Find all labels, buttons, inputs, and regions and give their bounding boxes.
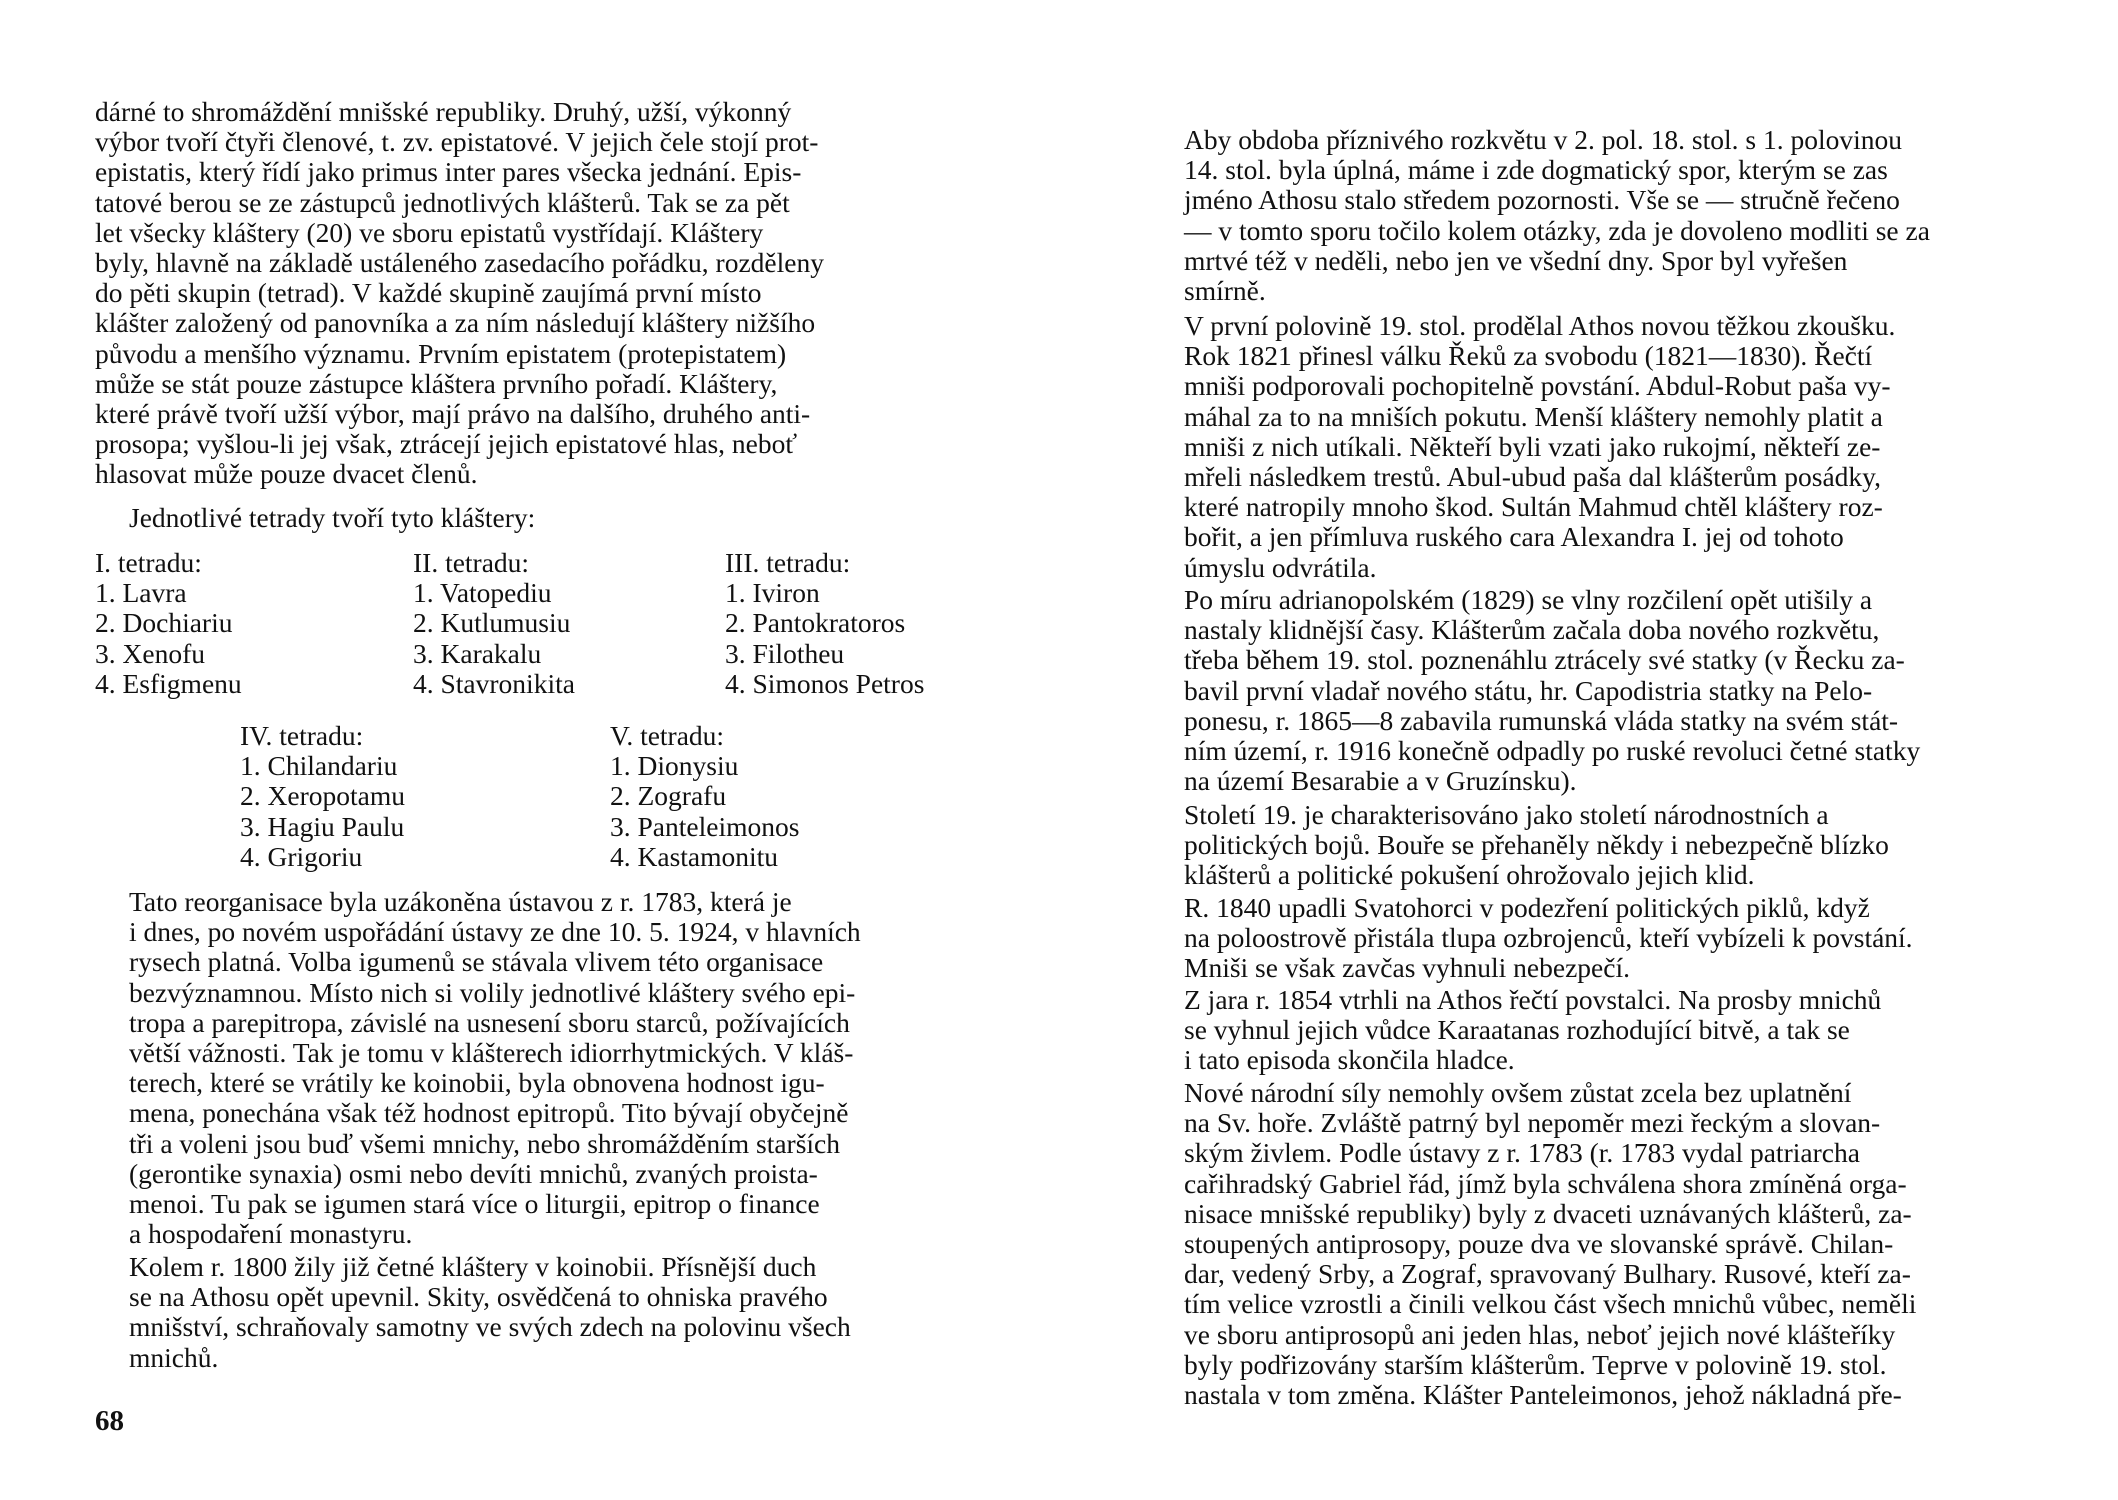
monastery-item: 1. Dionysiu xyxy=(610,750,739,782)
paragraph-1854 xyxy=(1150,985,2030,1076)
text-line: a hospodaření monastyru. xyxy=(129,1218,413,1250)
text-line: mena, ponechána však též hodnost epitropů. Tito bývají obyčejně xyxy=(129,1097,849,1129)
tetrad-5 xyxy=(610,721,799,872)
text-line: mrtvé též v neděli, nebo jen ve všední dny. Spor byl vyřešen xyxy=(1184,244,1848,276)
monastery-item: 2. Kutlumusiu xyxy=(413,607,571,639)
tetrad-heading: I. tetradu: xyxy=(95,547,202,578)
text-line: ským živlem. Podle ústavy z r. 1783 (r. 1783 vydal patriarcha xyxy=(1184,1137,1860,1169)
text-line: se na Athosu opět upevnil. Skity, osvědčená to ohniska pravého xyxy=(129,1281,828,1313)
text-line: hlasovat může pouze dvacet členů. xyxy=(95,458,478,490)
text-line: původu a menšího významu. Prvním epistatem (protepistatem) xyxy=(95,337,787,369)
monastery-item: 2. Zografu xyxy=(610,780,727,812)
text-line: které natropily mnoho škod. Sultán Mahmud chtěl kláštery roz- xyxy=(1184,491,1883,523)
text-line: tatové berou se ze zástupců jednotlivých klášterů. Tak se za pět xyxy=(95,186,790,218)
text-line: klášterů a politické pokušení ohrožovalo jejich klid. xyxy=(1184,859,1755,891)
text-line: výbor tvoří čtyři členové, t. zv. epistatové. V jejich čele stojí prot- xyxy=(95,126,819,158)
text-line: Mniši se však zavčas vyhnuli nebezpečí. xyxy=(1184,952,1630,984)
text-line: které právě tvoří užší výbor, mají právo na dalšího, druhého anti- xyxy=(95,398,811,430)
monastery-item: 1. Chilandariu xyxy=(240,750,398,782)
text-line: (gerontike synaxia) osmi nebo devíti mnichů, zvaných proista- xyxy=(129,1157,818,1189)
text-line: stoupených antiprosopy, pouze dva ve slovanské správě. Chilan- xyxy=(1184,1228,1894,1260)
text-line: mřeli následkem trestů. Abul-ubud paša dal klášterům posádky, xyxy=(1184,461,1882,493)
text-line: na Sv. hoře. Zvláště patrný byl nepoměr mezi řeckým a slovan- xyxy=(1184,1107,1881,1139)
text-line: máhal za to na mniších pokutu. Menší kláštery nemohly platit a xyxy=(1184,400,1883,432)
monastery-item: 2. Xeropotamu xyxy=(240,780,405,812)
text-line: ponesu, r. 1865—8 zabavila rumunská vláda statky na svém stát- xyxy=(1184,704,1899,736)
monastery-item: 1. Iviron xyxy=(725,577,820,609)
text-line: let všecky kláštery (20) ve sboru epistatů vystřídají. Kláštery xyxy=(95,216,764,248)
monastery-item: 1. Lavra xyxy=(95,577,187,609)
monastery-item: 4. Stavronikita xyxy=(413,667,575,699)
paragraph-century xyxy=(1150,800,2030,891)
text-line: nisace mnišské republiky) byly z dvaceti uznávaných klášterů, za- xyxy=(1184,1197,1912,1229)
text-line: dar, vedený Srby, a Zograf, spravovaný Bulhary. Rusové, kteří za- xyxy=(1184,1258,1911,1290)
paragraph-peace xyxy=(1150,585,2030,796)
text-line: jméno Athosu stalo středem pozornosti. Vše se — stručně řečeno xyxy=(1184,184,1900,216)
paragraph-national xyxy=(1150,1078,2030,1410)
monastery-item: 4. Kastamonitu xyxy=(610,840,779,872)
text-line: ve sboru antiprosopů ani jeden hlas, neboť jejich nové klášteříky xyxy=(1184,1318,1896,1350)
monastery-item: 2. Pantokratoros xyxy=(725,607,906,639)
text-line: R. 1840 upadli Svatohorci v podezření politických piklů, když xyxy=(1184,892,1870,923)
text-line: nastaly klidnější časy. Klášterům začala doba nového rozkvětu, xyxy=(1184,614,1880,646)
tetrad-2 xyxy=(413,548,575,699)
text-line: mniši podporovali pochopitelně povstání. Abdul-Robut paša vy- xyxy=(1184,370,1891,402)
text-line: 14. stol. byla úplná, máme i zde dogmatický spor, kterým se zas xyxy=(1184,154,1888,186)
text-line: klášter založený od panovníka a za ním následují kláštery nižšího xyxy=(95,307,816,339)
tetrad-4 xyxy=(240,721,405,872)
text-line: třeba během 19. stol. poznenáhlu ztrácely své statky (v Řecku za- xyxy=(1184,644,1905,676)
text-line: mnichů. xyxy=(129,1341,219,1373)
text-line: — v tomto sporu točilo kolem otázky, zda je dovoleno modliti se za xyxy=(1184,214,1930,246)
text-line: terech, které se vrátily ke koinobii, byla obnovena hodnost igu- xyxy=(129,1067,825,1099)
monastery-item: 3. Filotheu xyxy=(725,637,845,669)
paragraph-1800 xyxy=(95,1252,975,1373)
tetrads-intro-text: Jednotlivé tetrady tvoří tyto kláštery: xyxy=(129,502,536,533)
text-line: nastala v tom změna. Klášter Panteleimonos, jehož nákladná pře- xyxy=(1184,1379,1902,1411)
paragraph-19th-century xyxy=(1150,311,2030,583)
text-line: tropa a parepitropa, závislé na usnesení sboru starců, požívajících xyxy=(129,1006,850,1038)
text-line: mnišství, schraňovaly samotny ve svých zdech na polovinu všech xyxy=(129,1311,851,1343)
text-line: tři a voleni jsou buď všemi mnichy, nebo shromážděním starších xyxy=(129,1127,840,1159)
paragraph-reorganisation xyxy=(95,887,975,1249)
text-line: Po míru adrianopolském (1829) se vlny rozčilení opět utišily a xyxy=(1184,584,1873,615)
text-line: byly, hlavně na základě ustáleného zasedacího pořádku, rozděleny xyxy=(95,247,824,279)
text-line: Nové národní síly nemohly ovšem zůstat zcela bez uplatnění xyxy=(1184,1077,1852,1108)
text-line: byly podřizovány starším klášterům. Teprve v polovině 19. stol. xyxy=(1184,1348,1887,1380)
text-line: Z jara r. 1854 vtrhli na Athos řečtí povstalci. Na prosby mnichů xyxy=(1184,984,1882,1015)
monastery-item: 4. Grigoriu xyxy=(240,840,363,872)
tetrad-3 xyxy=(725,548,924,699)
text-line: bezvýznamnou. Místo nich si volily jednotlivé kláštery svého epi- xyxy=(129,976,856,1008)
text-line: může se stát pouze zástupce kláštera prvního pořadí. Kláštery, xyxy=(95,367,778,399)
text-line: i tato episoda skončila hladce. xyxy=(1184,1044,1515,1076)
monastery-item: 3. Xenofu xyxy=(95,637,205,669)
monastery-item: 3. Hagiu Paulu xyxy=(240,810,405,842)
monastery-item: 3. Panteleimonos xyxy=(610,810,800,842)
monastery-item: 1. Vatopediu xyxy=(413,577,552,609)
text-line: Aby obdoba příznivého rozkvětu v 2. pol. 18. stol. s 1. polovinou xyxy=(1184,124,1902,155)
paragraph-dogma xyxy=(1150,125,2030,306)
monastery-item: 4. Simonos Petros xyxy=(725,667,925,699)
text-line: ním území, r. 1916 konečně odpadly po ruské revoluci četné statky xyxy=(1184,735,1921,767)
text-line: se vyhnul jejich vůdce Karaatanas rozhodující bitvě, a tak se xyxy=(1184,1014,1850,1046)
tetrad-heading: II. tetradu: xyxy=(413,547,530,578)
tetrad-1 xyxy=(95,548,242,699)
text-line: cařihradský Gabriel řád, jímž byla schválena shora zmíněná orga- xyxy=(1184,1167,1907,1199)
monastery-item: 2. Dochiariu xyxy=(95,607,233,639)
monastery-item: 3. Karakalu xyxy=(413,637,542,669)
text-line: Rok 1821 přinesl válku Řeků za svobodu (1821—1830). Řečtí xyxy=(1184,340,1873,372)
text-line: na území Besarabie a v Gruzínsku). xyxy=(1184,765,1577,797)
text-line: rysech platná. Volba igumenů se stávala vlivem této organisace xyxy=(129,946,824,978)
page-number: 68 xyxy=(95,1405,124,1437)
text-line: úmyslu odvrátila. xyxy=(1184,551,1377,583)
text-line: smírně. xyxy=(1184,275,1266,307)
tetrad-heading: III. tetradu: xyxy=(725,547,851,578)
text-line: politických bojů. Bouře se přehaněly někdy i nebezpečně blízko xyxy=(1184,829,1889,861)
text-line: tím velice vzrostli a činili velkou část všech mnichů vůbec, neměli xyxy=(1184,1288,1917,1320)
text-line: do pěti skupin (tetrad). V každé skupině zaujímá první místo xyxy=(95,277,762,309)
text-line: na poloostrově přistála tlupa ozbrojenců, kteří vybízeli k povstání. xyxy=(1184,922,1913,954)
text-line: epistatis, který řídí jako primus inter pares všecka jednání. Epis- xyxy=(95,156,802,188)
paragraph-intro xyxy=(95,97,975,490)
text-line: bavil první vladař nového státu, hr. Capodistria statky na Pelo- xyxy=(1184,674,1873,706)
text-line: mniši z nich utíkali. Někteří byli vzati jako rukojmí, někteří ze- xyxy=(1184,430,1881,462)
text-line: V první polovině 19. stol. prodělal Athos novou těžkou zkoušku. xyxy=(1184,310,1896,341)
monastery-item: 4. Esfigmenu xyxy=(95,667,242,699)
tetrads-intro xyxy=(95,503,975,533)
text-line: Století 19. je charakterisováno jako století národnostních a xyxy=(1184,799,1829,830)
text-line: větší vážnosti. Tak je tomu v klášterech idiorrhytmických. V kláš- xyxy=(129,1037,854,1069)
text-line: prosopa; vyšlou-li jej však, ztrácejí jejich epistatové hlas, neboť xyxy=(95,428,798,460)
text-line: dárné to shromáždění mnišské republiky. Druhý, užší, výkonný xyxy=(95,96,792,127)
text-line: menoi. Tu pak se igumen stará více o liturgii, epitrop o finance xyxy=(129,1188,820,1220)
text-line: Tato reorganisace byla uzákoněna ústavou z r. 1783, která je xyxy=(129,886,792,917)
text-line: Kolem r. 1800 žily již četné kláštery v koinobii. Přísnější duch xyxy=(129,1251,817,1282)
tetrad-heading: IV. tetradu: xyxy=(240,720,364,751)
text-line: bořit, a jen přímluva ruského cara Alexandra I. jej od tohoto xyxy=(1184,521,1844,553)
text-line: i dnes, po novém uspořádání ústavy ze dne 10. 5. 1924, v hlavních xyxy=(129,916,861,948)
paragraph-1840 xyxy=(1150,893,2030,984)
tetrad-heading: V. tetradu: xyxy=(610,720,725,751)
